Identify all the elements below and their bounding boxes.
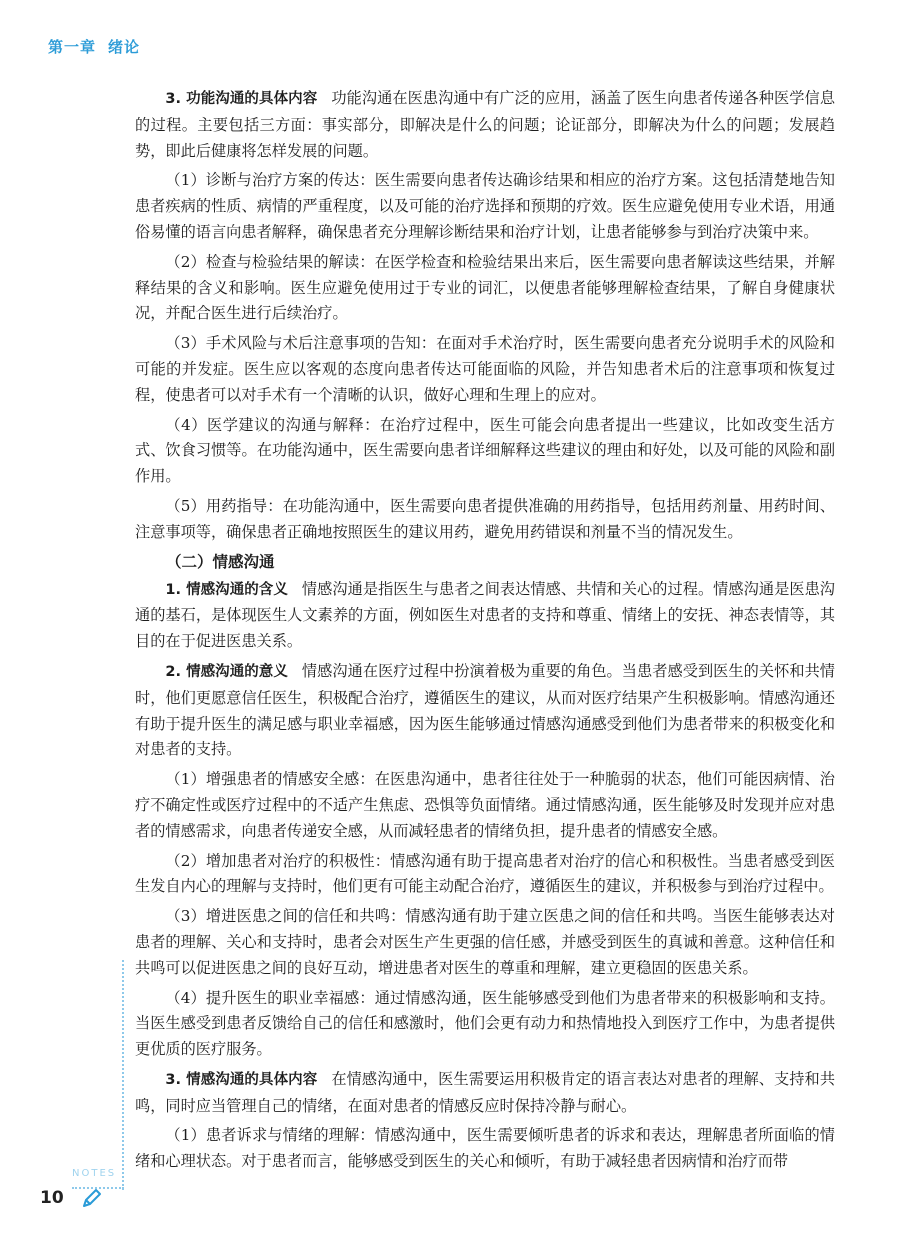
section-title: （二）情感沟通 bbox=[166, 552, 275, 571]
paragraph-text: 在情感沟通中，医生需要运用积极肯定的语言表达对患者的理解、支持和共鸣，同时应当管理自己的情绪，在面对患者的情感反应时保持冷静与耐心。 bbox=[135, 1069, 836, 1115]
paragraph: （1）患者诉求与情绪的理解：情感沟通中，医生需要倾听患者的诉求和表达，理解患者所面临的情绪和心理状态。对于患者而言，能够感受到医生的关心和倾听，有助于减轻患者因病情和治疗而带 bbox=[135, 1126, 835, 1171]
paragraph bbox=[135, 1067, 835, 1120]
chapter-title: 绪论 bbox=[108, 38, 141, 56]
paragraph: （3）增进医患之间的信任和共鸣：情感沟通有助于建立医患之间的信任和共鸣。当医生能够表达对患者的理解、关心和支持时，患者会对医生产生更强的信任感，并感受到医生的真诚和善意。这种信任和共鸣可以促进医患之间的良好互动，增进患者对医生的尊重和理解，建立更稳固的医患关系。 bbox=[135, 907, 835, 977]
paragraph-text: 情感沟通是指医生与患者之间表达情感、共情和关心的过程。情感沟通是医患沟通的基石，是体现医生人文素养的方面，例如医生对患者的支持和尊重、情绪上的安抚、神态表情等，其目的在于促进医患关系。 bbox=[135, 579, 835, 651]
chapter-number: 第一章 bbox=[48, 38, 97, 56]
paragraph: （4）提升医生的职业幸福感：通过情感沟通，医生能够感受到他们为患者带来的积极影响和支持。当医生感受到患者反馈给自己的信任和感激时，他们会更有动力和热情地投入到医疗工作中，为患者提供更优质的医疗服务。 bbox=[135, 988, 835, 1059]
paragraph-heading: 3. 情感沟通的具体内容 bbox=[165, 1071, 318, 1088]
chapter-header bbox=[48, 36, 140, 57]
page-body bbox=[135, 86, 835, 1179]
notes-label: NOTES bbox=[72, 1168, 117, 1179]
paragraph: （2）检查与检验结果的解读：在医学检查和检验结果出来后，医生需要向患者解读这些结果，并解释结果的含义和影响。医生应避免使用过于专业的词汇，以便患者能够理解检查结果，了解自身健康状况，并配合医生进行后续治疗。 bbox=[135, 252, 835, 323]
paragraph: （1）增强患者的情感安全感：在医患沟通中，患者往往处于一种脆弱的状态，他们可能因病情、治疗不确定性或医疗过程中的不适产生焦虑、恐惧等负面情绪。通过情感沟通，医生能够及时发现并应对患者的情感需求，向患者传递安全感，从而减轻患者的情绪负担，提升患者的情感安全感。 bbox=[135, 770, 835, 840]
paragraph-heading: 1. 情感沟通的含义 bbox=[165, 581, 288, 598]
notes-margin-line bbox=[122, 960, 124, 1190]
paragraph: （3）手术风险与术后注意事项的告知：在面对手术治疗时，医生需要向患者充分说明手术的风险和可能的并发症。医生应以客观的态度向患者传达可能面临的风险，并告知患者术后的注意事项和恢复过程，使患者可以对手术有一个清晰的认识，做好心理和生理上的应对。 bbox=[135, 334, 835, 404]
paragraph-text: 情感沟通在医疗过程中扮演着极为重要的角色。当患者感受到医生的关怀和共情时，他们更愿意信任医生，积极配合治疗，遵循医生的建议，从而对医疗结果产生积极影响。情感沟通还有助于提升医生的满足感与职业幸福感，因为医生能够通过情感沟通感受到他们为患者带来的积极变化和对患者的支持。 bbox=[135, 661, 835, 759]
pencil-icon bbox=[80, 1186, 104, 1210]
page-number: 10 bbox=[40, 1188, 64, 1208]
paragraph: （4）医学建议的沟通与解释：在治疗过程中，医生可能会向患者提出一些建议，比如改变生活方式、饮食习惯等。在功能沟通中，医生需要向患者详细解释这些建议的理由和好处，以及可能的风险和副作用。 bbox=[135, 415, 835, 486]
paragraph bbox=[135, 86, 835, 164]
paragraph bbox=[135, 577, 835, 655]
paragraph-heading: 3. 功能沟通的具体内容 bbox=[165, 91, 318, 107]
paragraph: （1）诊断与治疗方案的传达：医生需要向患者传达确诊结果和相应的治疗方案。这包括清楚地告知患者疾病的性质、病情的严重程度，以及可能的治疗选择和预期的疗效。医生应避免使用专业术语，用通俗易懂的语言向患者解释，确保患者充分理解诊断结果和治疗计划，让患者能够参与到治疗决策中来。 bbox=[135, 171, 835, 241]
paragraph: （2）增加患者对治疗的积极性：情感沟通有助于提高患者对治疗的信心和积极性。当患者感受到医生发自内心的理解与支持时，他们更有可能主动配合治疗，遵循医生的建议，并积极参与到治疗过程中。 bbox=[135, 851, 835, 896]
paragraph-heading: 2. 情感沟通的意义 bbox=[165, 663, 288, 680]
paragraph bbox=[135, 659, 835, 763]
paragraph: （5）用药指导：在功能沟通中，医生需要向患者提供准确的用药指导，包括用药剂量、用药时间、注意事项等，确保患者正确地按照医生的建议用药，避免用药错误和剂量不当的情况发生。 bbox=[135, 496, 835, 541]
paragraph-text: 功能沟通在医患沟通中有广泛的应用，涵盖了医生向患者传递各种医学信息的过程。主要包括三方面：事实部分，即解决是什么的问题；论证部分，即解决为什么的问题；发展趋势，即此后健康将怎样发展的问题。 bbox=[135, 89, 836, 160]
